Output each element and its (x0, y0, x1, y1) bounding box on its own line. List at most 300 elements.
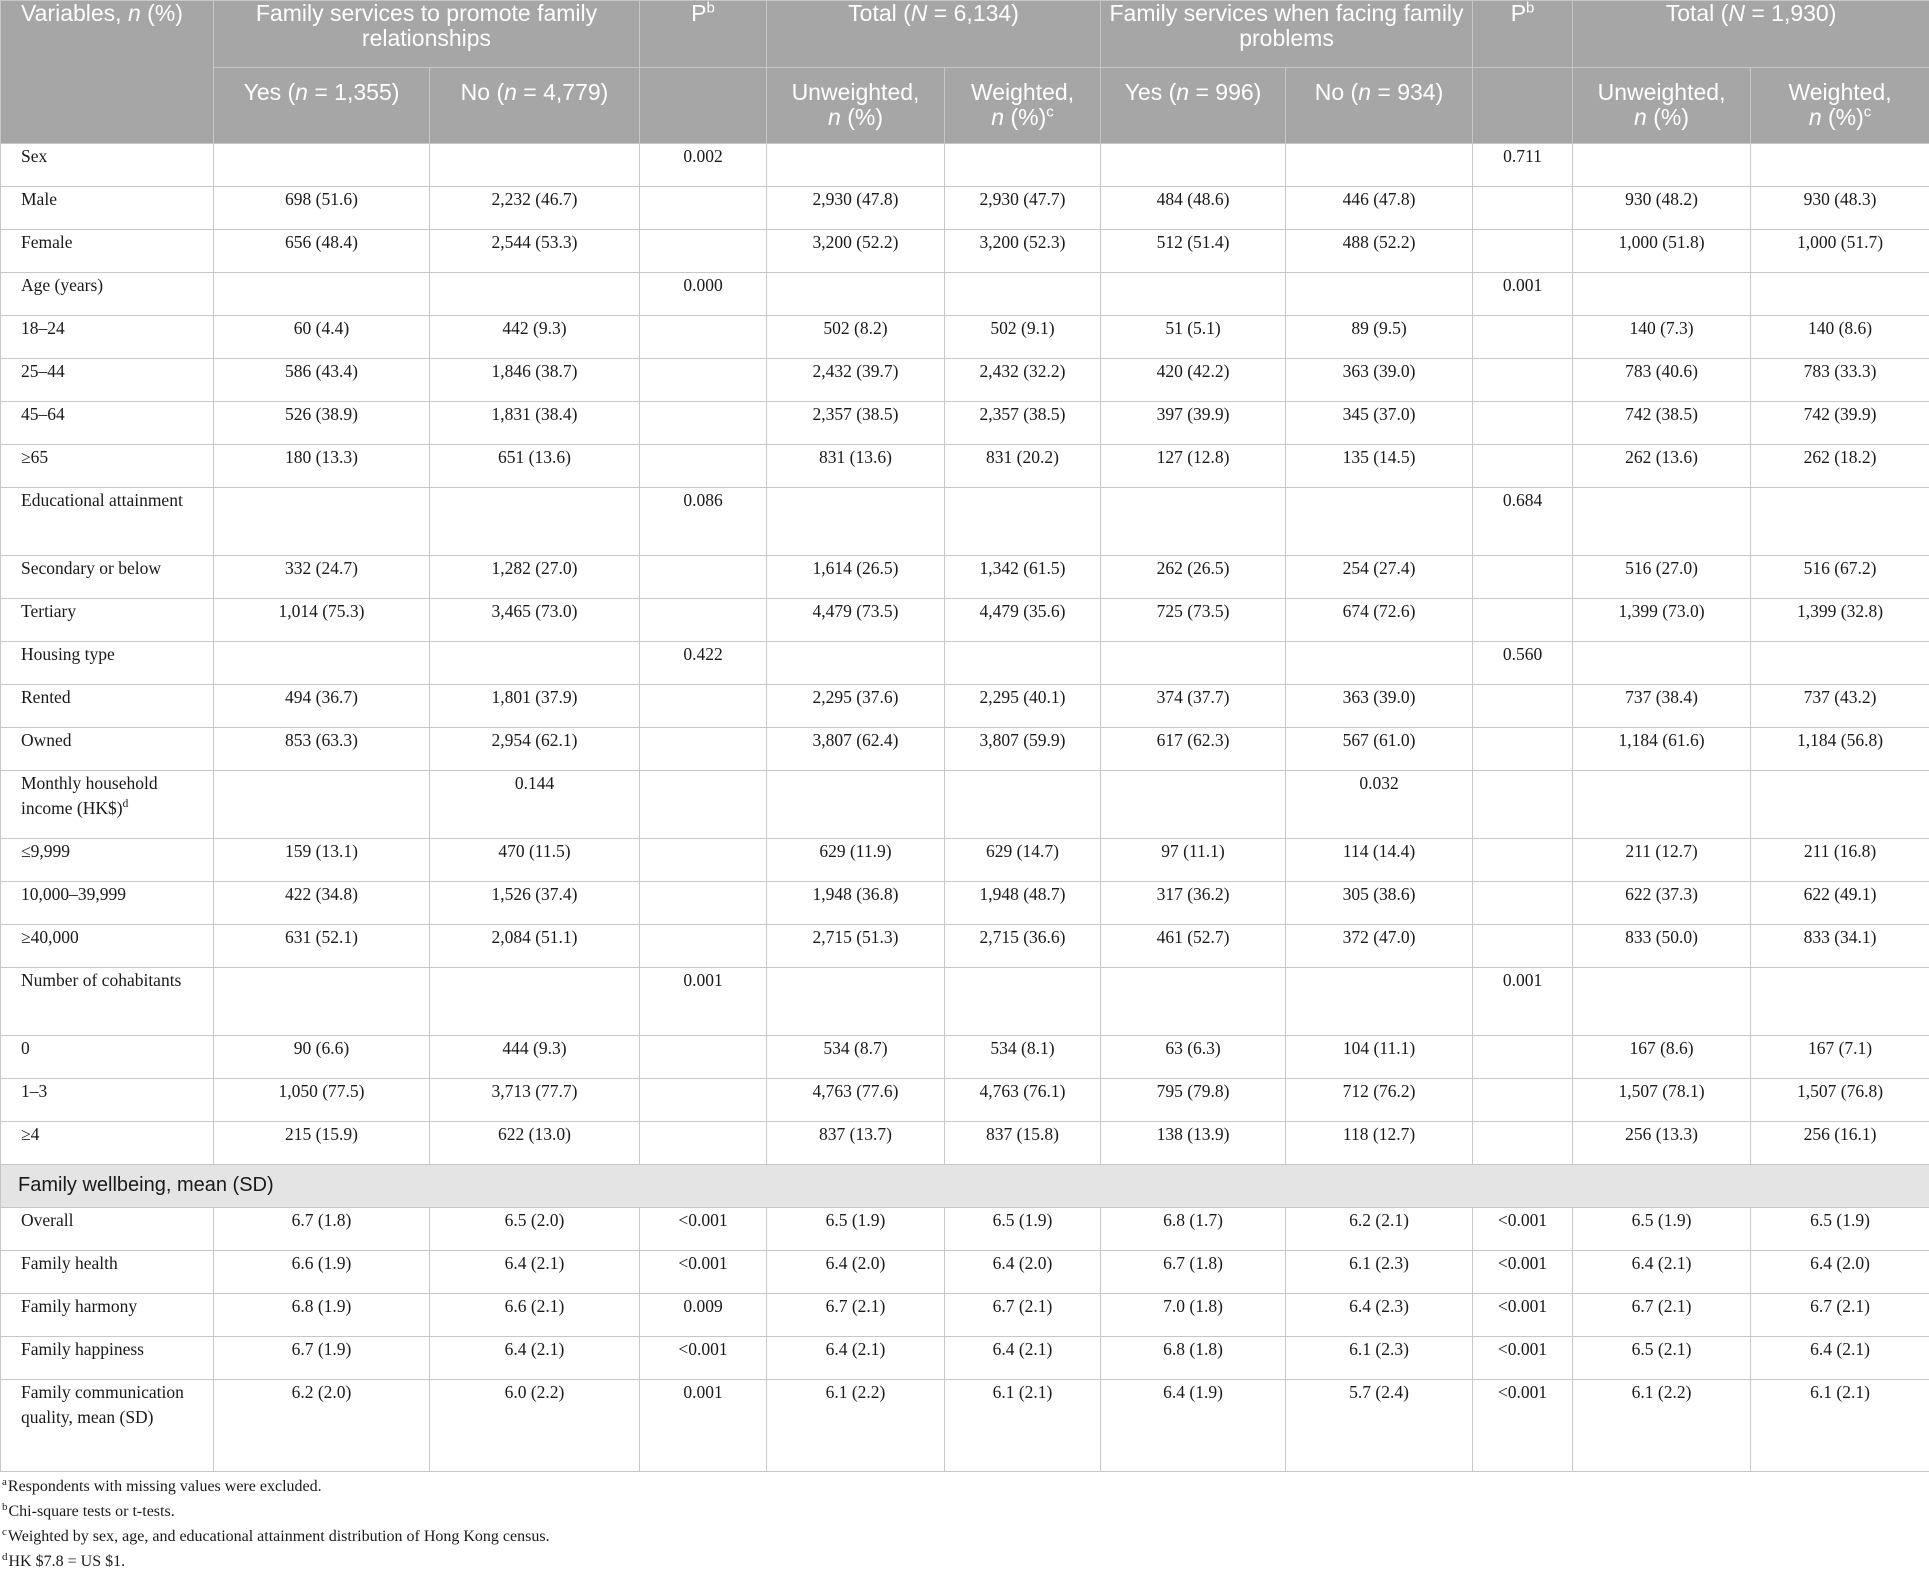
row-label (1, 599, 214, 642)
table-cell: 5.7 (2.4) (1286, 1380, 1473, 1472)
footnote-text: Chi-square tests or t-tests. (9, 1503, 175, 1520)
table-cell (1473, 230, 1573, 273)
table-row (1, 488, 1929, 556)
table-cell (945, 273, 1101, 316)
table-cell (945, 144, 1101, 187)
table-row (1, 839, 1929, 882)
table-row (1, 230, 1929, 273)
table-cell (640, 599, 767, 642)
table-row (1, 882, 1929, 925)
table-cell: 1,831 (38.4) (430, 402, 640, 445)
table-cell (1286, 273, 1473, 316)
table-cell: 1,614 (26.5) (767, 556, 945, 599)
table-cell: 6.4 (2.1) (430, 1337, 640, 1380)
table-cell: 397 (39.9) (1101, 402, 1286, 445)
table-cell: 0.000 (640, 273, 767, 316)
table-cell: 0.001 (1473, 273, 1573, 316)
row-label-text: ≥40,000 (21, 927, 79, 947)
table-cell (1473, 402, 1573, 445)
table-row (1, 556, 1929, 599)
row-label (1, 359, 214, 402)
table-cell: 0.009 (640, 1294, 767, 1337)
table-row (1, 316, 1929, 359)
row-label (1, 445, 214, 488)
table-cell: 332 (24.7) (214, 556, 430, 599)
table-cell: 6.7 (2.1) (767, 1294, 945, 1337)
table-cell: 6.5 (2.0) (430, 1208, 640, 1251)
table-cell: 484 (48.6) (1101, 187, 1286, 230)
table-row (1, 968, 1929, 1036)
table-cell: 138 (13.9) (1101, 1122, 1286, 1165)
table-cell: 3,807 (62.4) (767, 728, 945, 771)
table-cell (640, 316, 767, 359)
table-cell: 2,930 (47.7) (945, 187, 1101, 230)
row-label (1, 402, 214, 445)
table-cell: 3,200 (52.3) (945, 230, 1101, 273)
row-label-text: 10,000–39,999 (21, 884, 126, 904)
table-cell: 2,432 (39.7) (767, 359, 945, 402)
table-cell (640, 1122, 767, 1165)
table-cell (430, 144, 640, 187)
table-cell: 6.7 (1.8) (1101, 1251, 1286, 1294)
table-cell: 127 (12.8) (1101, 445, 1286, 488)
row-label-text: Number of cohabitants (21, 970, 181, 990)
table-cell (1473, 359, 1573, 402)
table-cell: 3,807 (59.9) (945, 728, 1101, 771)
table-cell (767, 273, 945, 316)
table-cell: <0.001 (1473, 1294, 1573, 1337)
table-row (1, 1251, 1929, 1294)
table-cell: 345 (37.0) (1286, 402, 1473, 445)
variables-header: Variables, n (%) (1, 1, 214, 144)
row-label (1, 882, 214, 925)
table-cell: 502 (8.2) (767, 316, 945, 359)
table-cell: 567 (61.0) (1286, 728, 1473, 771)
row-label-text: Age (years) (21, 275, 103, 295)
row-label-text: Owned (21, 730, 72, 750)
table-cell (1473, 187, 1573, 230)
table-cell: 6.1 (2.1) (1751, 1380, 1929, 1472)
table-cell: 0.086 (640, 488, 767, 556)
table-cell: 1,184 (56.8) (1751, 728, 1929, 771)
row-label (1, 968, 214, 1036)
table-cell: 2,930 (47.8) (767, 187, 945, 230)
table-cell (640, 445, 767, 488)
row-label (1, 728, 214, 771)
table-row (1, 1079, 1929, 1122)
table-cell: 262 (26.5) (1101, 556, 1286, 599)
table-row (1, 925, 1929, 968)
table-cell: 833 (34.1) (1751, 925, 1929, 968)
table-cell: 6.4 (2.1) (1751, 1337, 1929, 1380)
table-cell: 617 (62.3) (1101, 728, 1286, 771)
table-cell: 6.4 (2.0) (1751, 1251, 1929, 1294)
table-cell: 135 (14.5) (1286, 445, 1473, 488)
table-cell (1573, 273, 1751, 316)
row-label-text: ≥4 (21, 1124, 39, 1144)
table-cell: 6.1 (2.3) (1286, 1337, 1473, 1380)
table-cell: 1,507 (78.1) (1573, 1079, 1751, 1122)
row-label-text: Rented (21, 687, 71, 707)
footnote-mark: a (2, 1476, 7, 1488)
row-label-text: ≥65 (21, 447, 48, 467)
table-cell: 833 (50.0) (1573, 925, 1751, 968)
table-cell: 0.560 (1473, 642, 1573, 685)
footnotes (0, 1474, 1929, 1574)
row-label (1, 556, 214, 599)
table-cell: 6.8 (1.7) (1101, 1208, 1286, 1251)
table-cell (640, 685, 767, 728)
table-cell: 97 (11.1) (1101, 839, 1286, 882)
table-cell: 6.7 (2.1) (945, 1294, 1101, 1337)
table-cell: 0.001 (1473, 968, 1573, 1036)
table-cell: 1,507 (76.8) (1751, 1079, 1929, 1122)
table-row (1, 273, 1929, 316)
table-cell: 725 (73.5) (1101, 599, 1286, 642)
table-cell: 2,232 (46.7) (430, 187, 640, 230)
table-cell (214, 273, 430, 316)
table-cell: 3,713 (77.7) (430, 1079, 640, 1122)
table-cell: 6.1 (2.3) (1286, 1251, 1473, 1294)
table-row (1, 1294, 1929, 1337)
row-label-text: Female (21, 232, 73, 252)
table-cell (1473, 316, 1573, 359)
row-label (1, 1337, 214, 1380)
table-cell: 783 (40.6) (1573, 359, 1751, 402)
table-cell: 89 (9.5) (1286, 316, 1473, 359)
p-value-header-2: $P^b$ (1473, 1, 1573, 68)
table-cell (640, 1079, 767, 1122)
row-label-text: 18–24 (21, 318, 65, 338)
footnote-text: Respondents with missing values were excluded. (8, 1478, 322, 1495)
table-cell: 1,000 (51.8) (1573, 230, 1751, 273)
table-cell: <0.001 (640, 1208, 767, 1251)
table-cell: 6.6 (1.9) (214, 1251, 430, 1294)
table-cell (430, 642, 640, 685)
table-cell: 140 (7.3) (1573, 316, 1751, 359)
table-cell (1751, 488, 1929, 556)
table-cell: 6.2 (2.0) (214, 1380, 430, 1472)
table-cell (1751, 771, 1929, 839)
table-cell: 629 (11.9) (767, 839, 945, 882)
row-label (1, 642, 214, 685)
table-cell: <0.001 (1473, 1251, 1573, 1294)
row-label (1, 1036, 214, 1079)
table-cell (1751, 642, 1929, 685)
table-cell: 215 (15.9) (214, 1122, 430, 1165)
table-cell: 0.711 (1473, 144, 1573, 187)
table-cell: 363 (39.0) (1286, 359, 1473, 402)
row-label (1, 488, 214, 556)
table-cell: 254 (27.4) (1286, 556, 1473, 599)
table-row (1, 599, 1929, 642)
table-cell: <0.001 (1473, 1208, 1573, 1251)
table-cell (1473, 839, 1573, 882)
table-cell: 2,954 (62.1) (430, 728, 640, 771)
row-label-text: 0 (21, 1038, 30, 1058)
table-row (1, 1208, 1929, 1251)
footnote (0, 1524, 1929, 1549)
table-cell: 1,000 (51.7) (1751, 230, 1929, 273)
table-cell (640, 1036, 767, 1079)
table-cell: 516 (27.0) (1573, 556, 1751, 599)
table-cell: 0.144 (430, 771, 640, 839)
table-cell (1286, 968, 1473, 1036)
table-cell: 6.4 (2.1) (767, 1337, 945, 1380)
table-cell: 831 (20.2) (945, 445, 1101, 488)
table-cell (1473, 771, 1573, 839)
row-label (1, 144, 214, 187)
table-cell: 0.684 (1473, 488, 1573, 556)
table-cell: 1,014 (75.3) (214, 599, 430, 642)
row-label (1, 1380, 214, 1472)
table-cell: 211 (12.7) (1573, 839, 1751, 882)
table-cell: 6.1 (2.2) (767, 1380, 945, 1472)
table-cell (945, 968, 1101, 1036)
table-cell (945, 488, 1101, 556)
table-cell: 742 (38.5) (1573, 402, 1751, 445)
promote-services-header: Family services to promote family relationships (214, 1, 640, 68)
table-cell: 104 (11.1) (1286, 1036, 1473, 1079)
row-label (1, 1251, 214, 1294)
table-header (1, 1, 1929, 144)
table-cell (214, 968, 430, 1036)
table-cell: 6.8 (1.8) (1101, 1337, 1286, 1380)
table-cell: 444 (9.3) (430, 1036, 640, 1079)
unweighted-header-2: Unweighted, n (%) (1573, 68, 1751, 144)
table-body (1, 144, 1929, 1472)
table-cell (214, 642, 430, 685)
table-cell (1573, 968, 1751, 1036)
table-cell (430, 488, 640, 556)
table-cell (767, 771, 945, 839)
table-cell: 256 (13.3) (1573, 1122, 1751, 1165)
p-value-header-1: $P^b$ (640, 1, 767, 68)
table-cell: 6.5 (1.9) (945, 1208, 1101, 1251)
table-cell: 6.1 (2.2) (1573, 1380, 1751, 1472)
section-title: Family wellbeing, mean (SD) (1, 1165, 1929, 1208)
table-cell: 1,948 (36.8) (767, 882, 945, 925)
table-cell: 2,544 (53.3) (430, 230, 640, 273)
row-label (1, 273, 214, 316)
table-cell (1473, 1079, 1573, 1122)
table-cell (640, 728, 767, 771)
table-cell: 837 (13.7) (767, 1122, 945, 1165)
table-cell: 6.0 (2.2) (430, 1380, 640, 1472)
table-cell: 853 (63.3) (214, 728, 430, 771)
table-cell: 1,526 (37.4) (430, 882, 640, 925)
table-cell: 629 (14.7) (945, 839, 1101, 882)
table-cell: 2,715 (51.3) (767, 925, 945, 968)
table-cell (945, 642, 1101, 685)
table-cell: 2,084 (51.1) (430, 925, 640, 968)
table-cell: 6.5 (1.9) (1573, 1208, 1751, 1251)
table-cell: 586 (43.4) (214, 359, 430, 402)
table-cell (1286, 642, 1473, 685)
row-label-text: ≤9,999 (21, 841, 70, 861)
table-cell (1473, 445, 1573, 488)
table-cell: 3,465 (73.0) (430, 599, 640, 642)
table-cell: 2,357 (38.5) (945, 402, 1101, 445)
table-cell: 0.001 (640, 1380, 767, 1472)
row-label-text: Monthly household income (HK$) (21, 773, 158, 818)
table-cell: 6.4 (2.3) (1286, 1294, 1473, 1337)
table-cell: 422 (34.8) (214, 882, 430, 925)
table-cell (767, 144, 945, 187)
table-cell: 534 (8.7) (767, 1036, 945, 1079)
table-cell: 1,846 (38.7) (430, 359, 640, 402)
table-cell: 0.002 (640, 144, 767, 187)
total-header-2: Total (N = 1,930) (1573, 1, 1929, 68)
table-cell: 1,399 (32.8) (1751, 599, 1929, 642)
table-cell: 180 (13.3) (214, 445, 430, 488)
table-row (1, 728, 1929, 771)
table-cell: 167 (8.6) (1573, 1036, 1751, 1079)
table-row (1, 1380, 1929, 1472)
table-cell: 374 (37.7) (1101, 685, 1286, 728)
table-cell (767, 488, 945, 556)
table-cell (1101, 273, 1286, 316)
table-cell: 930 (48.3) (1751, 187, 1929, 230)
table-cell: 674 (72.6) (1286, 599, 1473, 642)
table-cell: 622 (37.3) (1573, 882, 1751, 925)
table-cell: 6.1 (2.1) (945, 1380, 1101, 1472)
table-cell (214, 771, 430, 839)
table-cell (1473, 925, 1573, 968)
table-cell: 461 (52.7) (1101, 925, 1286, 968)
table-cell: 1,282 (27.0) (430, 556, 640, 599)
table-row (1, 1122, 1929, 1165)
table-row (1, 1036, 1929, 1079)
table-cell (640, 556, 767, 599)
table-cell: 1,948 (48.7) (945, 882, 1101, 925)
table-cell (1573, 771, 1751, 839)
table-cell (430, 273, 640, 316)
section-row (1, 1165, 1929, 1208)
table-cell (640, 230, 767, 273)
table-cell: 494 (36.7) (214, 685, 430, 728)
table-cell: <0.001 (640, 1251, 767, 1294)
table-cell: 446 (47.8) (1286, 187, 1473, 230)
table-cell: 262 (18.2) (1751, 445, 1929, 488)
table-cell: 6.4 (2.0) (767, 1251, 945, 1294)
footnote-text: Weighted by sex, age, and educational attainment distribution of Hong Kong census. (8, 1528, 550, 1545)
table-cell: 4,763 (76.1) (945, 1079, 1101, 1122)
table-cell (214, 488, 430, 556)
table-cell (1101, 968, 1286, 1036)
row-label (1, 1122, 214, 1165)
table-row (1, 1337, 1929, 1380)
table-cell: 783 (33.3) (1751, 359, 1929, 402)
table-cell: 837 (15.8) (945, 1122, 1101, 1165)
table-cell (1751, 273, 1929, 316)
table-cell: 502 (9.1) (945, 316, 1101, 359)
table-cell: 211 (16.8) (1751, 839, 1929, 882)
table-cell: 262 (13.6) (1573, 445, 1751, 488)
table-cell: 3,200 (52.2) (767, 230, 945, 273)
row-label (1, 187, 214, 230)
footnote-mark: c (2, 1526, 7, 1538)
table-cell (1473, 685, 1573, 728)
row-label (1, 925, 214, 968)
table-cell: 420 (42.2) (1101, 359, 1286, 402)
table-cell (1101, 488, 1286, 556)
table-row (1, 144, 1929, 187)
table-cell (640, 771, 767, 839)
table-cell: 6.8 (1.9) (214, 1294, 430, 1337)
table-cell: 1,342 (61.5) (945, 556, 1101, 599)
footnote-text: HK $7.8 = US $1. (9, 1553, 126, 1570)
table-cell: 534 (8.1) (945, 1036, 1101, 1079)
table-cell: 63 (6.3) (1101, 1036, 1286, 1079)
total-header-1: Total (N = 6,134) (767, 1, 1101, 68)
table-cell: 6.7 (2.1) (1751, 1294, 1929, 1337)
table-row (1, 771, 1929, 839)
table-cell (640, 359, 767, 402)
table-cell: 6.7 (1.9) (214, 1337, 430, 1380)
table-cell (1751, 144, 1929, 187)
table-cell (1473, 728, 1573, 771)
table-cell (1573, 488, 1751, 556)
table-cell: 1,399 (73.0) (1573, 599, 1751, 642)
table-cell: 470 (11.5) (430, 839, 640, 882)
table-cell (945, 771, 1101, 839)
table-cell: 0.032 (1286, 771, 1473, 839)
table-cell: 6.2 (2.1) (1286, 1208, 1473, 1251)
table-cell (1473, 556, 1573, 599)
row-label-text: Secondary or below (21, 558, 161, 578)
table-cell: 651 (13.6) (430, 445, 640, 488)
table-cell (640, 402, 767, 445)
table-cell: 737 (43.2) (1751, 685, 1929, 728)
table-cell (1286, 488, 1473, 556)
table-cell: 6.4 (2.1) (430, 1251, 640, 1294)
footnote (0, 1549, 1929, 1574)
table-cell: 1,801 (37.9) (430, 685, 640, 728)
table-cell: 6.4 (2.1) (1573, 1251, 1751, 1294)
weighted-header-2: Weighted, n (%)$^c$ (1751, 68, 1929, 144)
row-label-text: Family happiness (21, 1339, 144, 1359)
table-cell: 2,295 (37.6) (767, 685, 945, 728)
table-cell: 51 (5.1) (1101, 316, 1286, 359)
row-label-text: 45–64 (21, 404, 65, 424)
table-cell (1573, 642, 1751, 685)
table-cell: 2,715 (36.6) (945, 925, 1101, 968)
table-cell: 656 (48.4) (214, 230, 430, 273)
table-cell: 6.6 (2.1) (430, 1294, 640, 1337)
table-cell (1473, 882, 1573, 925)
table-cell: 7.0 (1.8) (1101, 1294, 1286, 1337)
table-cell: 6.7 (2.1) (1573, 1294, 1751, 1337)
table-cell: 118 (12.7) (1286, 1122, 1473, 1165)
table-cell (640, 882, 767, 925)
table-cell: 159 (13.1) (214, 839, 430, 882)
table-cell: 526 (38.9) (214, 402, 430, 445)
table-cell: 6.4 (2.0) (945, 1251, 1101, 1294)
table-cell: 737 (38.4) (1573, 685, 1751, 728)
table-cell (1473, 1122, 1573, 1165)
table-cell: 4,763 (77.6) (767, 1079, 945, 1122)
table-cell: 114 (14.4) (1286, 839, 1473, 882)
row-label-text: Housing type (21, 644, 115, 664)
row-label (1, 771, 214, 839)
row-label (1, 1294, 214, 1337)
table-cell (430, 968, 640, 1036)
table-cell: 363 (39.0) (1286, 685, 1473, 728)
table-cell: 1,184 (61.6) (1573, 728, 1751, 771)
row-label-text: 1–3 (21, 1081, 47, 1101)
table-row (1, 187, 1929, 230)
